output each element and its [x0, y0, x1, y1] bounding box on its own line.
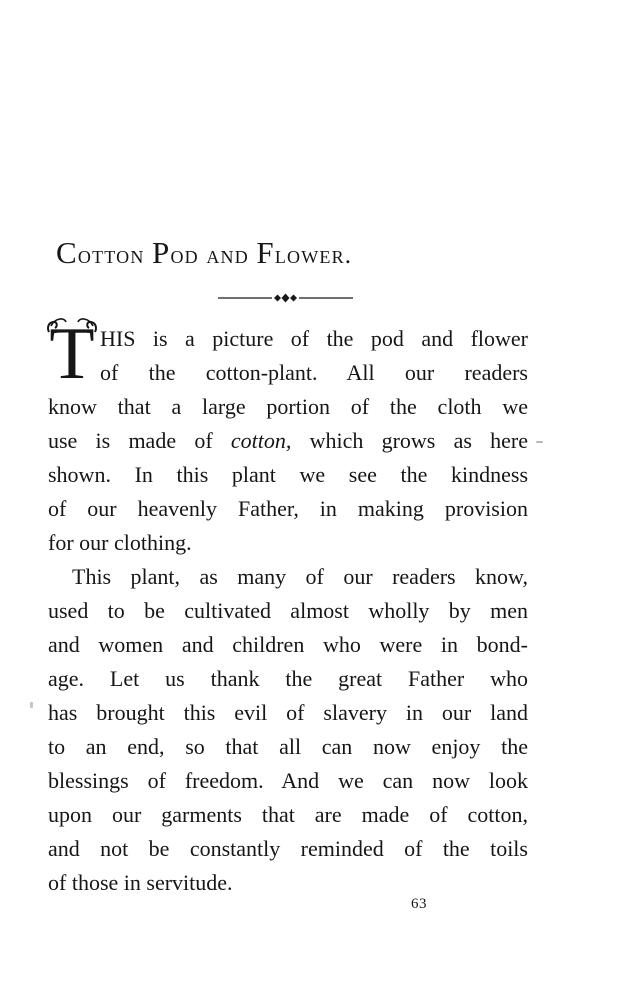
- italic-word-cotton: cotton,: [230, 428, 292, 453]
- title-word-pod-and: od and: [170, 242, 249, 269]
- line-4-text-before: use is made of: [48, 428, 231, 453]
- paragraph-2-line-7: blessings of freedom. And we can now look: [48, 768, 528, 793]
- paragraph-1-line-5: shown. In this plant we see the kindness: [48, 462, 528, 487]
- paragraph-2-line-10: of those in servitude.: [48, 870, 233, 895]
- title-capital-f: F: [256, 235, 275, 270]
- paragraph-1-line-2: of the cotton-plant. All our readers: [100, 360, 528, 385]
- title-capital-c: C: [56, 235, 78, 270]
- ornament-diamond-center: [282, 294, 290, 303]
- paragraph-1-line-7: for our clothing.: [48, 530, 192, 555]
- paragraph-2: [48, 560, 528, 900]
- paragraph-2-line-5: has brought this evil of slavery in our land: [48, 700, 528, 725]
- page-title: [56, 235, 526, 271]
- title-capital-p: P: [152, 235, 171, 270]
- paragraph-2-line-4: age. Let us thank the great Father who: [48, 666, 528, 691]
- drop-cap-letter: T: [49, 318, 95, 384]
- paragraph-2-line-6: to an end, so that all can now enjoy the: [48, 734, 528, 759]
- paragraph-1: [48, 322, 528, 560]
- line-4-text-after: which grows as here: [291, 428, 528, 453]
- ornament-diamond-right: [290, 295, 297, 302]
- paragraph-2-line-9: and not be constantly reminded of the toils: [48, 836, 528, 861]
- paragraph-1-line-4: [48, 424, 528, 458]
- paper-speck-right: [536, 441, 543, 443]
- paragraph-2-line-8: upon our garments that are made of cotton,: [48, 802, 528, 827]
- paragraph-2-line-1: This plant, as many of our readers know,: [72, 564, 528, 589]
- paragraph-1-line-6: of our heavenly Father, in making provision: [48, 496, 528, 521]
- paragraph-2-line-3: and women and children who were in bond-: [48, 632, 528, 657]
- ornament-diamond-left: [274, 295, 281, 302]
- title-word-flower: lower.: [274, 242, 353, 269]
- page-number: 63: [411, 896, 427, 912]
- paragraph-1-line-1: HIS is a picture of the pod and flower: [100, 326, 528, 351]
- paragraph-2-line-2: used to be cultivated almost wholly by men: [48, 598, 528, 623]
- divider-ornament: [218, 288, 353, 308]
- title-word-cotton: otton: [77, 242, 145, 269]
- paragraph-1-line-3: know that a large portion of the cloth we: [48, 394, 528, 419]
- paper-speck-left: [30, 702, 33, 708]
